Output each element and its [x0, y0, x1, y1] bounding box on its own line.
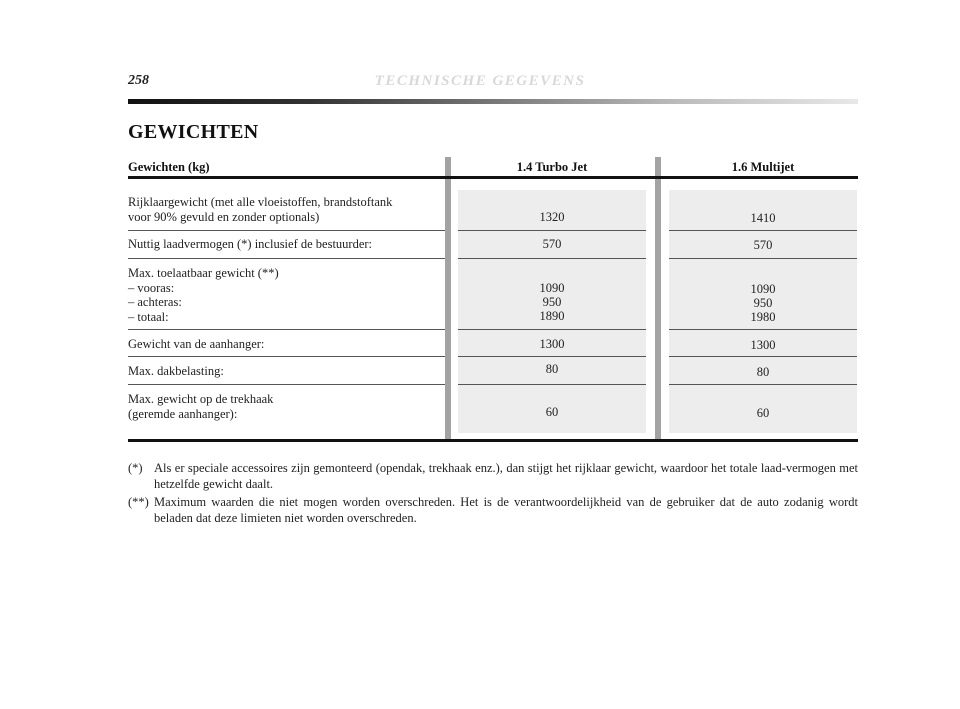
table-row-label: Nuttig laadvermogen (*) inclusief de bestuurder: [128, 237, 373, 251]
table-cell-multijet: 1410 [750, 211, 776, 225]
table-row-label: Max. dakbelasting: [128, 364, 224, 378]
footnote [128, 460, 858, 492]
table-header-label: Gewichten (kg) [128, 160, 210, 174]
table-cell-multijet: 60 [756, 406, 770, 420]
running-title: TECHNISCHE GEGEVENS [374, 73, 586, 89]
footnote-text: Als er speciale accessoires zijn gemonteerd (opendak, trekhaak enz.), dan stijgt het rijklaar gewicht, waardoor het totale laad-vermogen met hetzelfde gewicht daalt. [154, 461, 858, 491]
row-separator [128, 258, 445, 259]
footnote-mark: (**) [128, 495, 149, 509]
table-header-turbo-jet: 1.4 Turbo Jet [516, 160, 588, 174]
table-row-label: Rijklaargewicht (met alle vloeistoffen, brandstoftank voor 90% gevuld en zonder optionals) [128, 195, 393, 224]
row-separator [669, 356, 857, 357]
header-rule [128, 99, 858, 104]
row-separator [458, 230, 646, 231]
column-divider [655, 157, 661, 442]
table-cell-turbo-jet: 60 [545, 405, 559, 419]
row-separator [458, 258, 646, 259]
table-top-rule [128, 176, 858, 179]
table-cell-turbo-jet: 1300 [539, 337, 565, 351]
row-separator [128, 329, 445, 330]
table-cell-turbo-jet: 80 [545, 362, 559, 376]
row-separator [458, 329, 646, 330]
row-separator [128, 384, 445, 385]
row-separator [128, 356, 445, 357]
table-cell-turbo-jet: 1090 950 1890 [539, 281, 565, 323]
page-number: 258 [128, 73, 149, 88]
table-cell-multijet: 570 [753, 238, 773, 252]
row-separator [669, 329, 857, 330]
row-separator [669, 258, 857, 259]
footnote [128, 494, 858, 526]
section-title: GEWICHTEN [128, 121, 259, 143]
table-row-label: Max. gewicht op de trekhaak (geremde aanhanger): [128, 392, 274, 421]
table-cell-multijet: 1090 950 1980 [750, 282, 776, 324]
row-separator [458, 356, 646, 357]
row-separator [669, 230, 857, 231]
table-bottom-rule [128, 439, 858, 442]
table-cell-multijet: 1300 [750, 338, 776, 352]
footnote-mark: (*) [128, 461, 143, 475]
table-header-multijet: 1.6 Multijet [731, 160, 795, 174]
footnote-text: Maximum waarden die niet mogen worden overschreden. Het is de verantwoordelijkheid van de gebruiker dat de auto zodanig wordt beladen dat deze limieten niet worden overschreden. [154, 495, 858, 525]
table-row-label: Max. toelaatbaar gewicht (**) – vooras: – achteras: – totaal: [128, 266, 279, 324]
column-divider [445, 157, 451, 442]
table-row-label: Gewicht van de aanhanger: [128, 337, 265, 351]
table-cell-turbo-jet: 1320 [539, 210, 565, 224]
table-cell-multijet: 80 [756, 365, 770, 379]
row-separator [669, 384, 857, 385]
row-separator [458, 384, 646, 385]
table-cell-turbo-jet: 570 [542, 237, 562, 251]
row-separator [128, 230, 445, 231]
